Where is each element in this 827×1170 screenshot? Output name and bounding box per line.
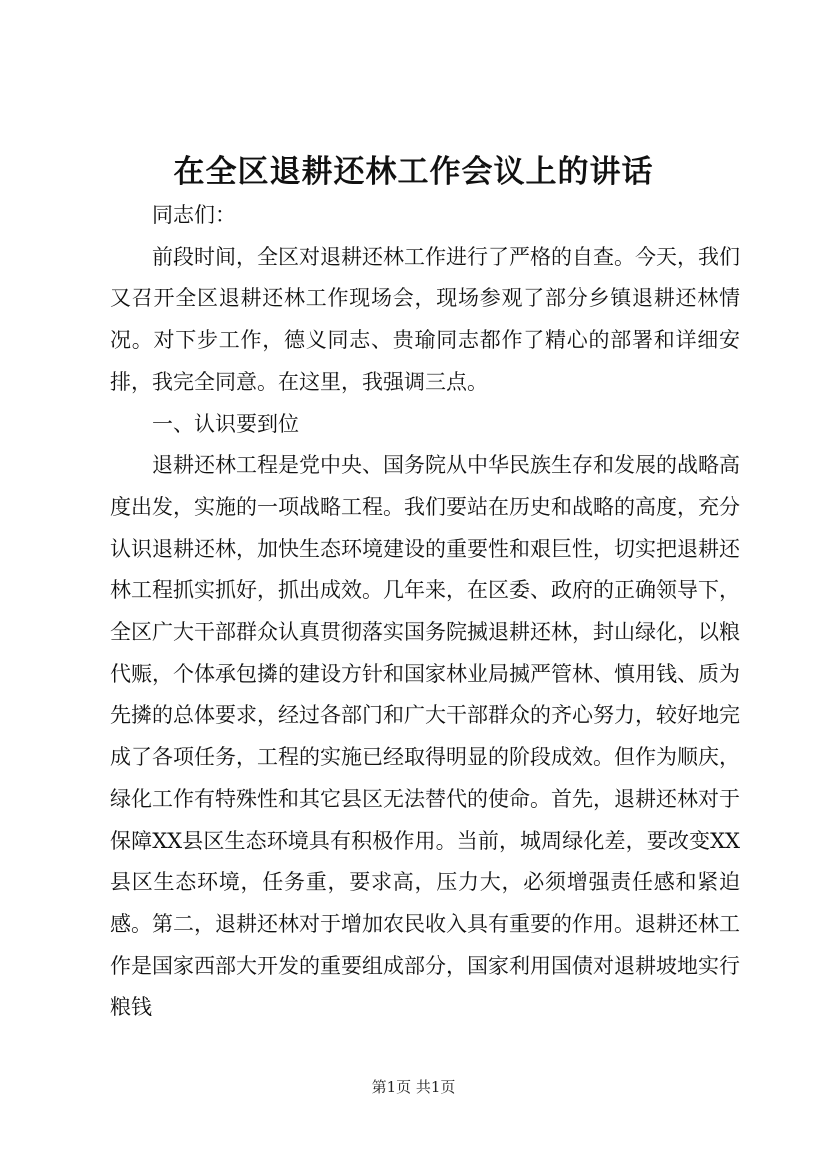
page-footer: 第1页 共1页: [371, 1078, 456, 1096]
document-body: [110, 195, 740, 1029]
salutation: 同志们：: [152, 203, 236, 227]
paragraph-section-1: 退耕还林工程是党中央、国务院从中华民族生存和发展的战略高度出发，实施的一项战略工程。我们要站在历史和战略的高度，充分认识退耕还林，加快生态环境建设的重要性和艰巨性，切实把退耕还林工程抓实抓好，抓出成效。几年来，在区委、政府的正确领导下，全区广大干部群众认真贯彻落实国务院搣退耕还林，封山绿化，以粮代赈，个体承包撛的建设方针和国家林业局搣严管林、慎用钱、质为先撛的总体要求，经过各部门和广大干部群众的齐心努力，较好地完成了各项任务，工程的实施已经取得明显的阶段成效。但作为顺庆，绿化工作有特殊性和其它县区无法替代的使命。首先，退耕还林对于保障XX县区生态环境具有积极作用。当前，城周绿化差，要改变XX县区生态环境，任务重，要求高，压力大，必须增强责任感和紧迫感。第二，退耕还林对于增加农民收入具有重要的作用。退耕还林工作是国家西部大开发的重要组成部分，国家利用国债对退耕坡地实行粮钱: [110, 453, 740, 1020]
section-heading: 一、认识要到位: [152, 411, 299, 436]
document-title: 在全区退耕还林工作会议上的讲话: [173, 154, 654, 190]
paragraph-intro: 前段时间，全区对退耕还林工作进行了严格的自查。今天，我们又召开全区退耕还林工作现场会，现场参观了部分乡镇退耕还林情况。对下步工作，德义同志、贵瑜同志都作了精心的部署和详细安排，我完全同意。在这里，我强调三点。: [110, 244, 740, 394]
